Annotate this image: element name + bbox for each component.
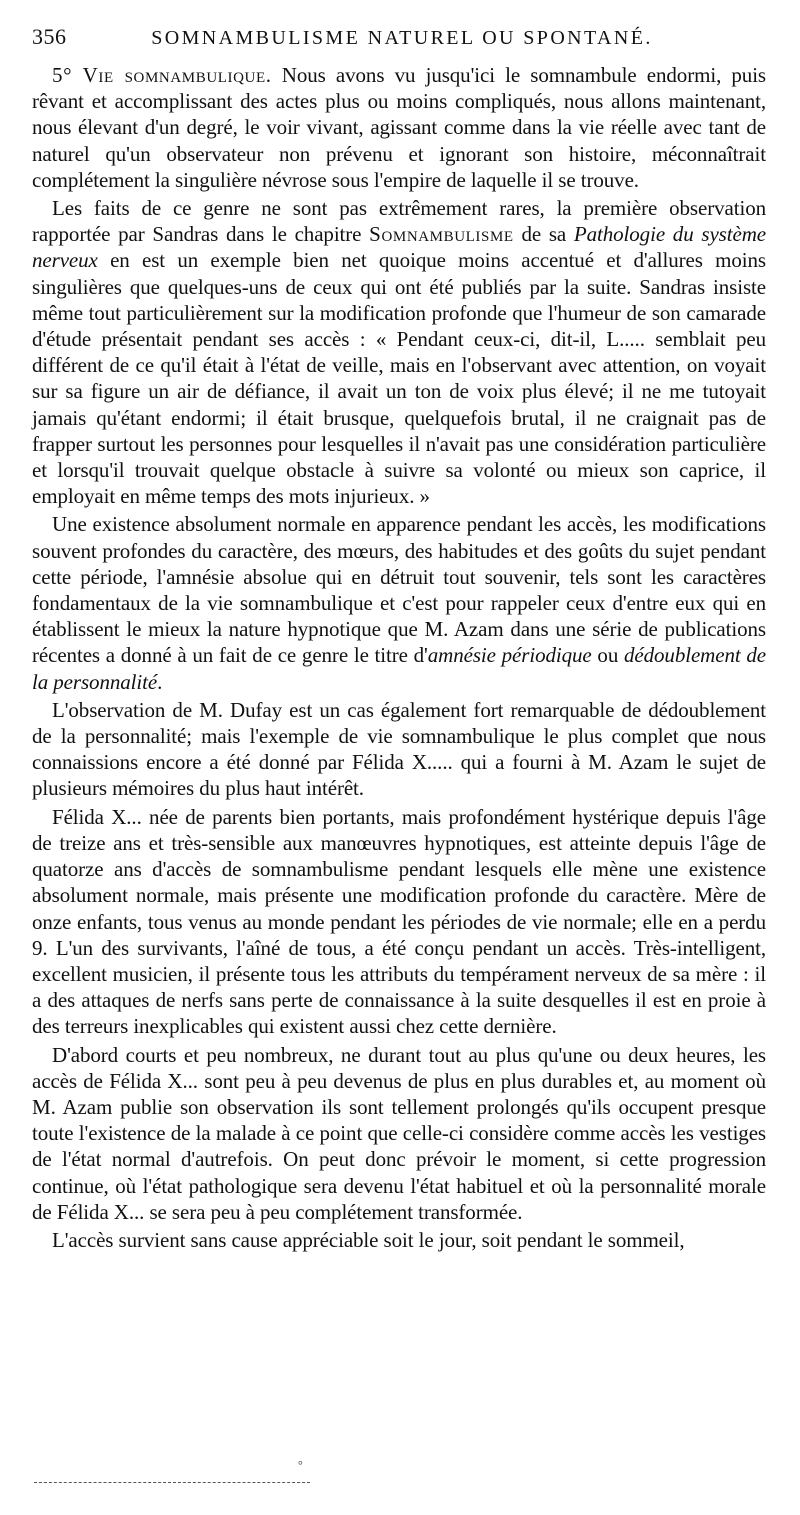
book-title: Pathologie du système nerveux	[32, 222, 766, 273]
paragraph-text: Une existence absolument normale en apparence pendant les accès, les modifications souvent profondes du caractère, des mœurs, des habitudes et des goûts du sujet pendant cette période, l'amnésie absolue qui en détruit tout souvenir, tels sont les caractères fondamentaux de la vie somnambulique et c'est pour rappeler ceux d'entre eux qui en établissent le mieux la nature hypnotique que M. Azam dans une série de publications récentes a donné à un fait de ce genre le titre d'	[32, 512, 766, 668]
book-page	[32, 24, 766, 1255]
paragraph-felida	[32, 804, 766, 1040]
paragraph-text: ou	[591, 643, 624, 668]
paragraph-dufay	[32, 697, 766, 802]
paragraph-text: L'observation de M. Dufay est un cas également fort remarquable de dédoublement de la personnalité; mais l'exemple de vie somnambulique le plus complet que nous connaissions encore a été donné par Félida X..... qui a fourni à M. Azam le sujet de plusieurs mémoires du plus haut intérêt.	[32, 697, 766, 801]
section-heading: 5° Vie somnambulique.	[52, 63, 272, 87]
paragraph-text: L'accès survient sans cause appréciable soit le jour, soit pendant le sommeil,	[52, 1227, 685, 1252]
chapter-name: Somnambulisme	[369, 222, 514, 247]
paragraph-sandras	[32, 195, 766, 509]
paragraph-text: de sa	[513, 222, 574, 247]
paragraph-vie-somnambulique	[32, 62, 766, 193]
page-header	[32, 24, 766, 62]
italic-term: amnésie périodique	[427, 643, 592, 668]
paragraph-survient	[32, 1227, 766, 1253]
paragraph-text: .	[157, 669, 163, 694]
running-title: SOMNAMBULISME NATUREL OU SPONTANÉ.	[151, 27, 653, 49]
stray-mark: °	[298, 1458, 303, 1472]
paragraph-text: Nous avons vu jusqu'ici le somnambule endormi, puis rêvant et accomplissant des actes plus ou moins compliqués, nous allons maintenant, nous élevant d'un degré, le voir vivant, agissant comme dans la vie réelle avec tant de naturel qu'un observateur non prévenu et ignorant son histoire, méconnaîtrait complétement la singulière névrose sous l'empire de laquelle il se trouve.	[32, 63, 767, 192]
page-number: 356	[32, 24, 67, 49]
paragraph-text: en est un exemple bien net quoique moins accentué et d'allures moins singulières que quelques-uns de ceux qui ont été publiés par la suite. Sandras insiste même tout particulièrement sur la modification profonde que l'humeur de son camarade d'étude présentait pendant ses accès : « Pendant ceux-ci, dit-il, L..... semblait peu différent de ce qu'il était à l'état de veille, mais en l'observant avec attention, on voyait sur sa figure un air de défiance, il avait un ton de voix plus élevé; il ne me tutoyait jamais qu'étant endormi; il était brusque, quelquefois brutal, il ne craignait pas de frapper surtout les personnes pour lesquelles il n'avait pas une considération particulière et lorsqu'il trouvait quelque obstacle à suivre sa volonté ou mieux son caprice, il employait en même temps des mots injurieux. »	[32, 248, 766, 509]
paragraph-acces	[32, 1042, 766, 1225]
paragraph-text: D'abord courts et peu nombreux, ne durant tout au plus qu'une ou deux heures, les accès de Félida X... sont peu à peu devenus de plus en plus durables et, au moment où M. Azam publie son observation ils sont tellement prolongés qu'ils occupent presque toute l'existence de la malade à ce point que celle-ci considère comme accès les vestiges de l'état normal d'autrefois. On peut donc prévoir le moment, si cette progression continue, où l'état pathologique sera devenu l'état habituel et où la personnalité morale de Félida X... se sera peu à peu complétement transformée.	[32, 1042, 766, 1224]
paragraph-text: Félida X... née de parents bien portants, mais profondément hystérique depuis l'âge de treize ans et très-sensible aux manœuvres hypnotiques, est atteinte depuis l'âge de quatorze ans d'accès de somnambulisme pendant lesquels elle mène une existence absolument normale, mais présente une modification profonde du caractère. Mère de onze enfants, tous venus au monde pendant les périodes de vie normale; elle en a perdu 9. L'un des survivants, l'aîné de tous, a été conçu pendant un accès. Très-intelligent, excellent musicien, il présente tous les attributs du tempérament nerveux de sa mère : il a des attaques de nerfs sans perte de connaissance à la suite desquelles il est en proie à des terreurs inexplicables qui existent aussi chez cette dernière.	[32, 804, 766, 1039]
paragraph-text: Les faits de ce genre ne sont pas extrêmement rares, la première observation rapportée par Sandras dans le chapitre	[32, 196, 766, 247]
paragraph-existence-normale	[32, 511, 766, 694]
footer-rule	[34, 1482, 310, 1483]
italic-term: dédoublement de la personnalité	[32, 643, 766, 694]
